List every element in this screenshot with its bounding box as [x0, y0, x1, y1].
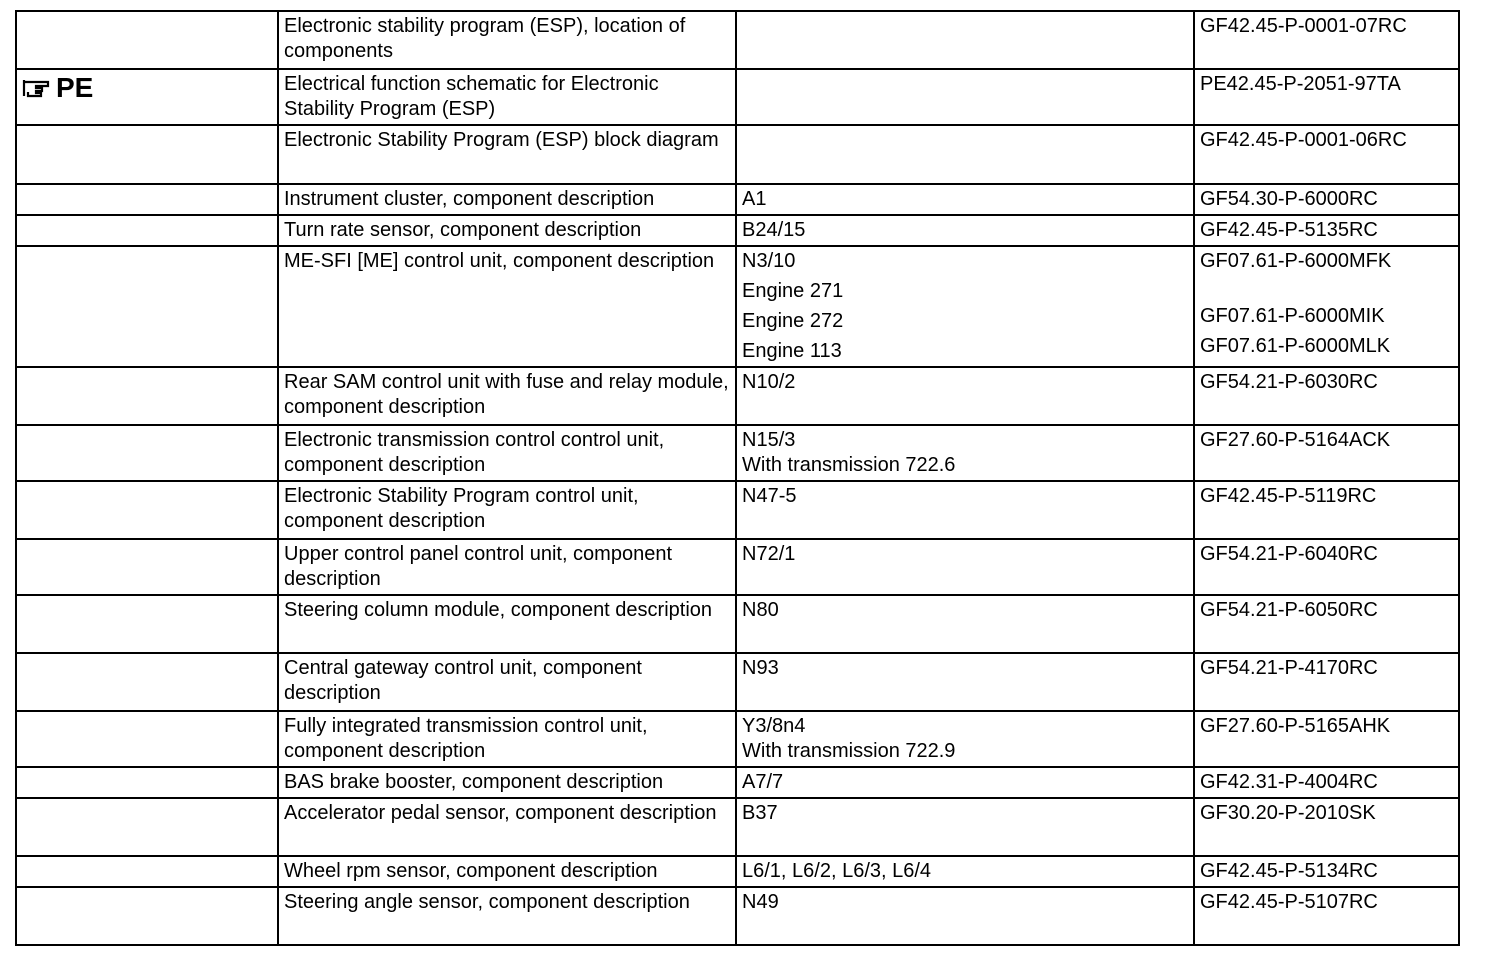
code-line: Engine 113	[742, 340, 842, 362]
document-reference[interactable]: GF42.45-P-5135RC	[1194, 215, 1459, 246]
doc-line[interactable]: GF07.61-P-6000MFK	[1200, 250, 1392, 272]
code-line: Engine 271	[742, 280, 844, 302]
component-code: N49	[736, 887, 1194, 945]
icon-cell	[16, 856, 278, 887]
component-code: N72/1	[736, 539, 1194, 595]
component-title: Electronic transmission control control unit, component description	[278, 425, 736, 481]
component-code: B37	[736, 798, 1194, 856]
table-row	[16, 856, 1459, 887]
component-code: N47-5	[736, 481, 1194, 539]
component-title: Rear SAM control unit with fuse and relay module, component description	[278, 367, 736, 425]
icon-cell	[16, 711, 278, 767]
component-code	[736, 711, 1194, 767]
component-title: Turn rate sensor, component description	[278, 215, 736, 246]
component-title: ME-SFI [ME] control unit, component description	[278, 246, 736, 367]
table-row	[16, 246, 1459, 367]
doc-line[interactable]: GF07.61-P-6000MIK	[1200, 305, 1385, 327]
table-row	[16, 125, 1459, 184]
document-reference[interactable]: GF42.45-P-0001-06RC	[1194, 125, 1459, 184]
pointing-hand-icon	[22, 76, 52, 100]
icon-cell	[16, 887, 278, 945]
document-reference[interactable]: GF54.21-P-6030RC	[1194, 367, 1459, 425]
pe-label: PE	[56, 72, 94, 103]
doc-line[interactable]: GF07.61-P-6000MLK	[1200, 335, 1391, 357]
code-line: With transmission 722.6	[742, 454, 956, 476]
document-reference[interactable]: GF30.20-P-2010SK	[1194, 798, 1459, 856]
table-row	[16, 595, 1459, 653]
component-title: Central gateway control unit, component description	[278, 653, 736, 711]
component-code	[736, 425, 1194, 481]
icon-cell	[16, 125, 278, 184]
icon-cell	[16, 184, 278, 215]
document-reference[interactable]: GF42.45-P-0001-07RC	[1194, 11, 1459, 69]
document-reference[interactable]: GF42.45-P-5107RC	[1194, 887, 1459, 945]
component-title: Fully integrated transmission control unit, component description	[278, 711, 736, 767]
component-code	[736, 69, 1194, 125]
component-code: A7/7	[736, 767, 1194, 798]
component-code	[736, 125, 1194, 184]
code-line: N3/10	[742, 250, 796, 272]
document-reference[interactable]: GF54.21-P-4170RC	[1194, 653, 1459, 711]
document-reference[interactable]: GF27.60-P-5165AHK	[1194, 711, 1459, 767]
document-reference[interactable]: GF54.21-P-6050RC	[1194, 595, 1459, 653]
table-row	[16, 767, 1459, 798]
table-row	[16, 711, 1459, 767]
component-title: Electronic Stability Program control unit, component description	[278, 481, 736, 539]
component-code: N10/2	[736, 367, 1194, 425]
component-code	[736, 11, 1194, 69]
component-title: Wheel rpm sensor, component description	[278, 856, 736, 887]
code-line: Y3/8n4	[742, 715, 806, 737]
pe-marker[interactable]	[22, 74, 93, 102]
document-reference[interactable]: GF42.45-P-5119RC	[1194, 481, 1459, 539]
component-title: Electronic Stability Program (ESP) block diagram	[278, 125, 736, 184]
icon-cell	[16, 367, 278, 425]
icon-cell	[16, 798, 278, 856]
component-code: L6/1, L6/2, L6/3, L6/4	[736, 856, 1194, 887]
table-row	[16, 653, 1459, 711]
component-title: Accelerator pedal sensor, component description	[278, 798, 736, 856]
table-row	[16, 367, 1459, 425]
document-reference[interactable]: GF54.30-P-6000RC	[1194, 184, 1459, 215]
icon-cell	[16, 69, 278, 125]
component-title: Upper control panel control unit, component description	[278, 539, 736, 595]
table-row	[16, 798, 1459, 856]
code-line: N15/3	[742, 429, 796, 451]
doc-line-empty	[1200, 274, 1454, 299]
icon-cell	[16, 539, 278, 595]
document-reference[interactable]: PE42.45-P-2051-97TA	[1194, 69, 1459, 125]
icon-cell	[16, 246, 278, 367]
table-row	[16, 481, 1459, 539]
code-line: With transmission 722.9	[742, 740, 956, 762]
icon-cell	[16, 425, 278, 481]
document-reference[interactable]: GF42.45-P-5134RC	[1194, 856, 1459, 887]
component-title: BAS brake booster, component description	[278, 767, 736, 798]
component-title: Instrument cluster, component description	[278, 184, 736, 215]
document-reference[interactable]: GF42.31-P-4004RC	[1194, 767, 1459, 798]
icon-cell	[16, 11, 278, 69]
component-code: N93	[736, 653, 1194, 711]
component-title: Electronic stability program (ESP), location of components	[278, 11, 736, 69]
icon-cell	[16, 481, 278, 539]
table-row	[16, 69, 1459, 125]
document-reference	[1194, 246, 1459, 367]
component-title: Steering angle sensor, component description	[278, 887, 736, 945]
icon-cell	[16, 215, 278, 246]
code-line: Engine 272	[742, 310, 844, 332]
component-reference-table	[15, 10, 1460, 946]
table-row	[16, 425, 1459, 481]
table-row	[16, 539, 1459, 595]
table-row	[16, 11, 1459, 69]
table-row	[16, 184, 1459, 215]
icon-cell	[16, 595, 278, 653]
component-title: Steering column module, component description	[278, 595, 736, 653]
document-reference[interactable]: GF54.21-P-6040RC	[1194, 539, 1459, 595]
component-code: A1	[736, 184, 1194, 215]
component-code: B24/15	[736, 215, 1194, 246]
component-code	[736, 246, 1194, 367]
table-row	[16, 887, 1459, 945]
icon-cell	[16, 767, 278, 798]
component-code: N80	[736, 595, 1194, 653]
table-row	[16, 215, 1459, 246]
component-title: Electrical function schematic for Electronic Stability Program (ESP)	[278, 69, 736, 125]
document-reference[interactable]: GF27.60-P-5164ACK	[1194, 425, 1459, 481]
icon-cell	[16, 653, 278, 711]
